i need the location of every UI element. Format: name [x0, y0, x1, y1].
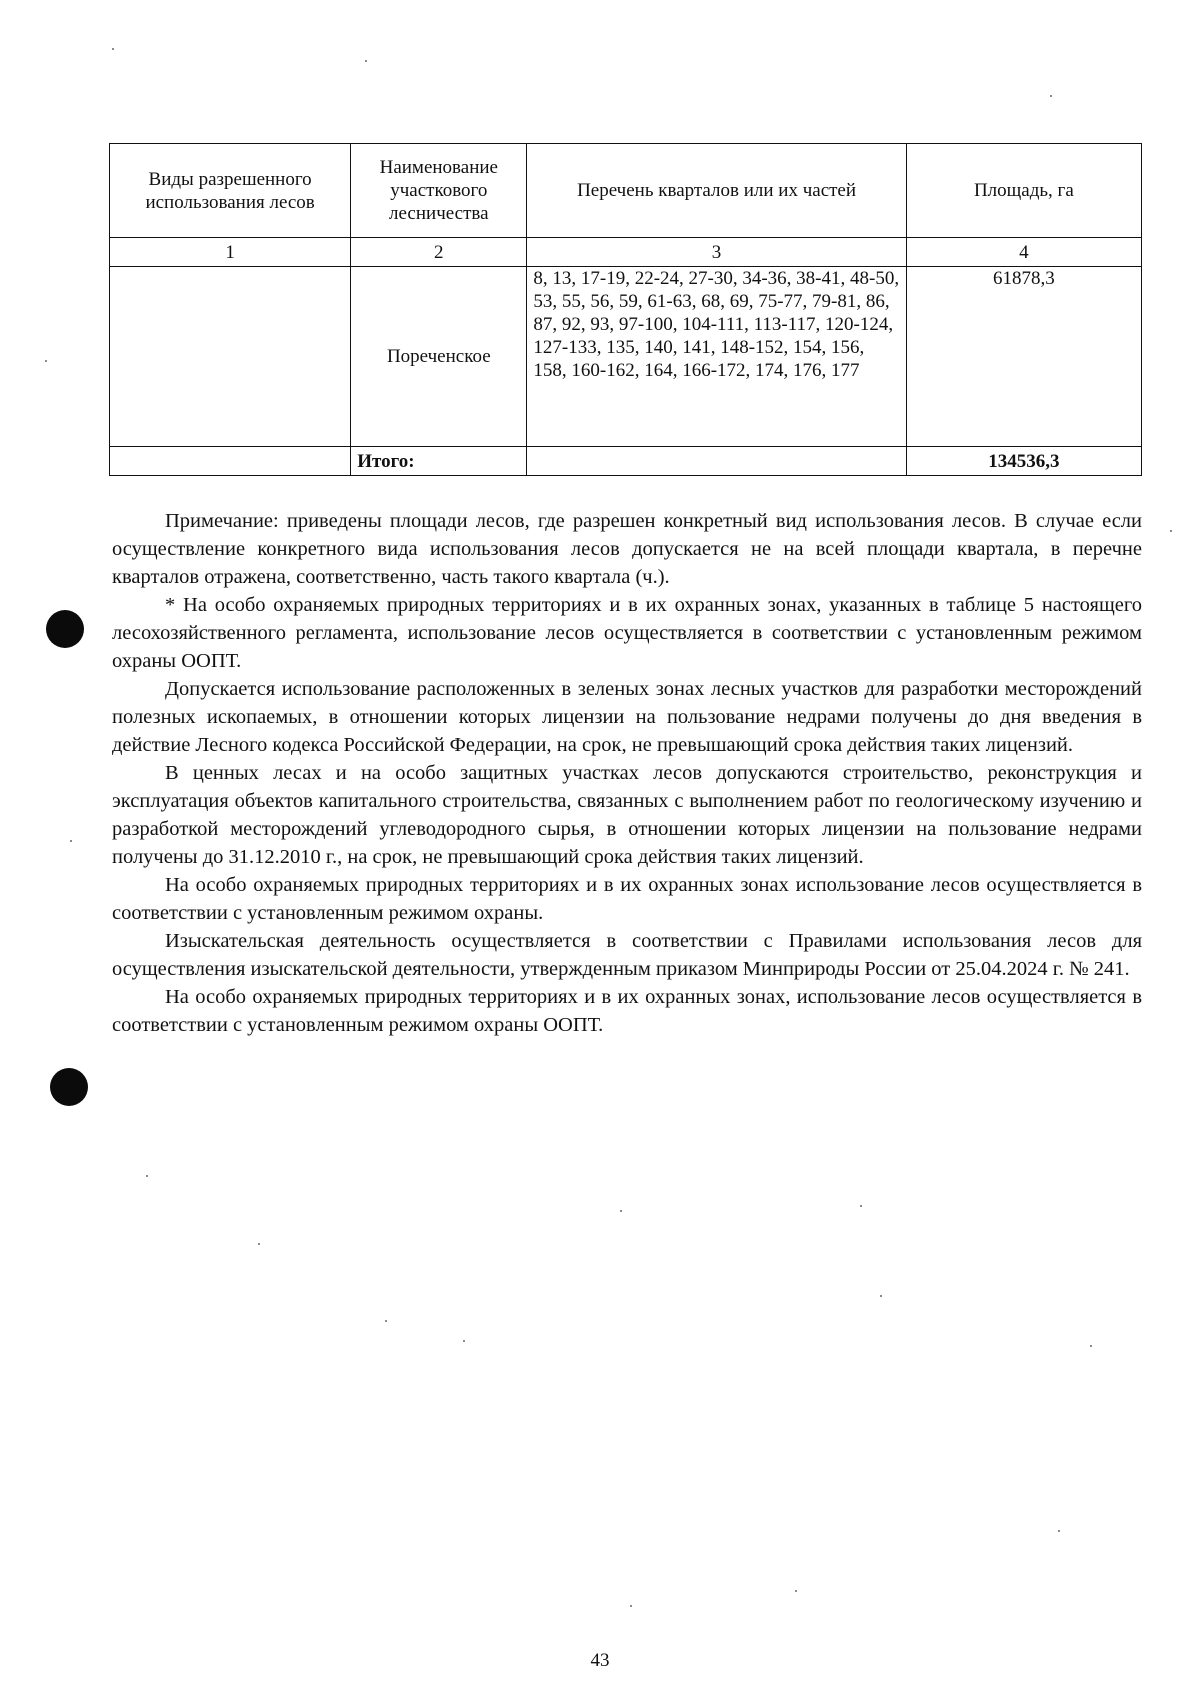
scan-speck	[1050, 95, 1052, 97]
quarters-table	[109, 143, 1142, 476]
scan-speck	[146, 1175, 148, 1177]
green-zones-paragraph: Допускается использование расположенных в зеленых зонах лесных участков для разработки месторождений полезных ископаемых, в отношении которых лицензии на пользование недрами получены до дня введения в действие Лесного кодекса Российской Федерации, на срок, не превышающий срока действия таких лицензий.	[112, 678, 1142, 756]
survey-activity-paragraph: Изыскательская деятельность осуществляется в соответствии с Правилами использования лесов для осуществления изыскательской деятельности, утвержденным приказом Минприроды России от 25.04.2024 г. № 241.	[112, 930, 1142, 980]
forestry-cell: Пореченское	[351, 267, 527, 447]
scan-speck	[880, 1295, 882, 1297]
header-use-type: Виды разрешенного использования лесов	[110, 144, 351, 238]
column-number: 3	[527, 238, 906, 267]
total-empty-cell	[110, 447, 351, 476]
page-number: 43	[590, 1650, 610, 1671]
table-header-row	[110, 144, 1142, 238]
scan-speck	[385, 1320, 387, 1322]
area-cell: 61878,3	[906, 267, 1141, 447]
scan-speck	[70, 840, 72, 842]
scan-speck	[1090, 1345, 1092, 1347]
scan-speck	[1170, 530, 1172, 532]
scan-speck	[463, 1340, 465, 1342]
protected-areas-paragraph: На особо охраняемых природных территориях и в их охранных зонах использование лесов осуществляется в соответствии с установленным режимом охраны.	[112, 874, 1142, 924]
scan-speck	[112, 48, 114, 50]
scan-speck	[1058, 1530, 1060, 1532]
scan-speck	[860, 1205, 862, 1207]
column-number: 2	[351, 238, 527, 267]
header-forestry: Наименование участкового лесничества	[351, 144, 527, 238]
scan-speck	[365, 60, 367, 62]
punch-hole	[46, 610, 84, 648]
total-label: Итого:	[351, 447, 527, 476]
total-row	[110, 447, 1142, 476]
oopt-footnote-paragraph: * На особо охраняемых природных территориях и в их охранных зонах, указанных в таблице 5 настоящего лесохозяйственного регламента, использование лесов осуществляется в соответствии с установленным режимом охраны ООПТ.	[112, 594, 1142, 672]
body-text	[112, 507, 1142, 1039]
scan-speck	[630, 1605, 632, 1607]
valuable-forests-paragraph: В ценных лесах и на особо защитных участках лесов допускаются строительство, реконструкция и эксплуатация объектов капитального строительства, связанных с выполнением работ по геологическому изучению и разработкой месторождений углеводородного сырья, в отношении которых лицензии на пользование недрами получены до 31.12.2010 г., на срок, не превышающий срока действия таких лицензий.	[112, 762, 1142, 868]
scan-speck	[45, 360, 47, 362]
header-quarters: Перечень кварталов или их частей	[527, 144, 906, 238]
column-number-row	[110, 238, 1142, 267]
total-empty-cell	[527, 447, 906, 476]
quarters-cell: 8, 13, 17-19, 22-24, 27-30, 34-36, 38-41, 48-50, 53, 55, 56, 59, 61-63, 68, 69, 75-77, 79-81, 86, 87, 92, 93, 97-100, 104-111, 113-117, 120-124, 127-133, 135, 140, 141, 148-152, 154, 156, 158, 160-162, 164, 166-172, 174, 176, 177	[527, 267, 906, 447]
table-row	[110, 267, 1142, 447]
oopt-regime-paragraph: На особо охраняемых природных территориях и в их охранных зонах, использование лесов осуществляется в соответствии с установленным режимом охраны ООПТ.	[112, 986, 1142, 1036]
punch-hole	[50, 1068, 88, 1106]
scan-speck	[620, 1210, 622, 1212]
header-area: Площадь, га	[906, 144, 1141, 238]
column-number: 4	[906, 238, 1141, 267]
total-value: 134536,3	[906, 447, 1141, 476]
note-paragraph: Примечание: приведены площади лесов, где разрешен конкретный вид использования лесов. В случае если осуществление конкретного вида использования лесов допускается не на всей площади квартала, в перечне кварталов отражена, соответственно, часть такого квартала (ч.).	[112, 510, 1142, 588]
column-number: 1	[110, 238, 351, 267]
scan-speck	[258, 1243, 260, 1245]
scan-speck	[795, 1590, 797, 1592]
use-type-cell	[110, 267, 351, 447]
